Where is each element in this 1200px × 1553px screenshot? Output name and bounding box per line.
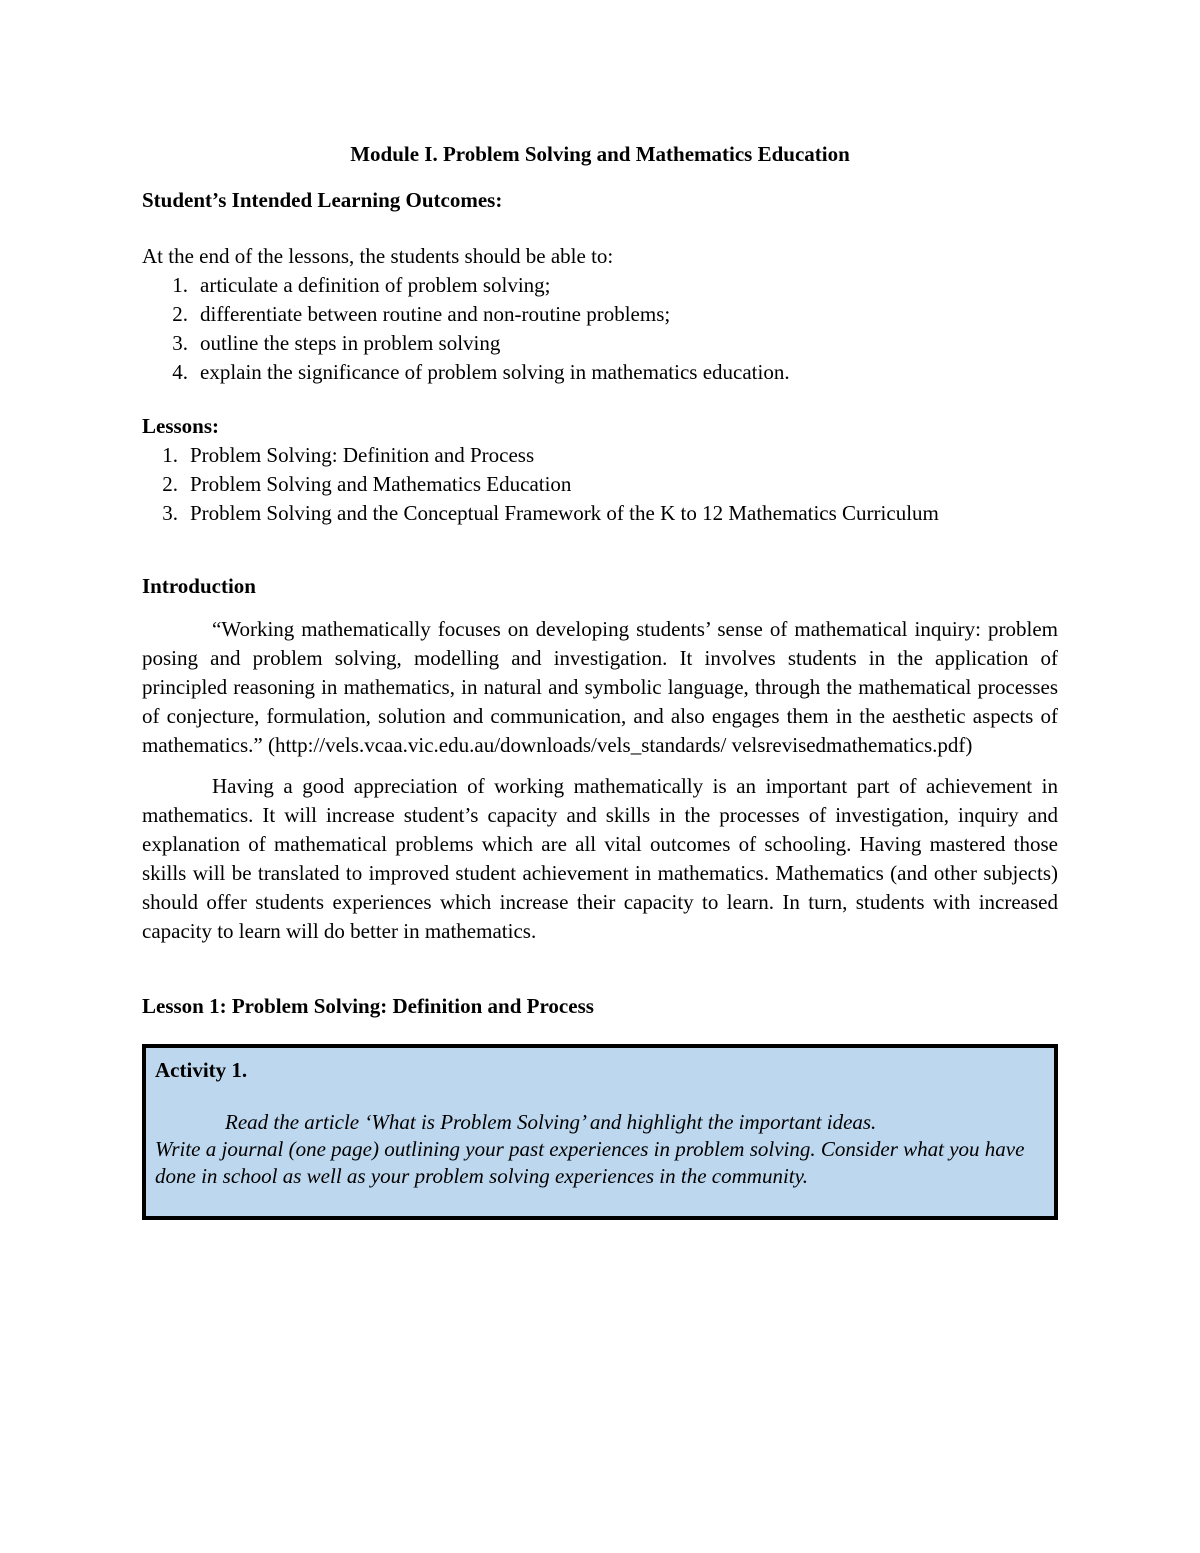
list-number: 1.: [172, 273, 188, 297]
list-number: 2.: [172, 302, 188, 326]
list-item: [142, 300, 1058, 329]
module-title: Module I. Problem Solving and Mathematics Education: [350, 142, 850, 166]
list-item: [142, 441, 1058, 470]
introduction-paragraph-quote: “Working mathematically focuses on developing students’ sense of mathematical inquiry: problem posing and problem solving, modelling and investigation. It involves students in the application of principled reasoning in mathematics, in natural and symbolic language, through the mathematical processes of conjecture, formulation, solution and communication, and also engages them in the aesthetic aspects of mathematics.” (http://vels.vcaa.vic.edu.au/downloads/vels_standards/ velsrevisedmathematics.pdf): [142, 617, 1058, 757]
list-number: 2.: [162, 472, 178, 496]
introduction-heading: Introduction: [142, 574, 256, 598]
list-item: [142, 358, 1058, 387]
list-number: 1.: [162, 443, 178, 467]
list-text: Problem Solving and the Conceptual Framework of the K to 12 Mathematics Curriculum: [190, 501, 939, 525]
lesson1-heading: Lesson 1: Problem Solving: Definition and Process: [142, 994, 594, 1018]
list-text: differentiate between routine and non-routine problems;: [200, 302, 671, 326]
list-text: articulate a definition of problem solving;: [200, 273, 551, 297]
activity-title: Activity 1.: [155, 1058, 248, 1082]
activity-instructions: [155, 1109, 1044, 1190]
list-number: 3.: [162, 501, 178, 525]
activity-line-1: Read the article ‘What is Problem Solving’ and highlight the important ideas.: [225, 1110, 877, 1134]
list-text: Problem Solving and Mathematics Education: [190, 472, 572, 496]
lessons-heading: Lessons:: [142, 414, 220, 438]
list-item: [142, 271, 1058, 300]
lessons-list: [142, 441, 1058, 528]
activity-box: [142, 1044, 1058, 1220]
list-text: explain the significance of problem solving in mathematics education.: [200, 360, 790, 384]
activity-line-2: Write a journal (one page) outlining your past experiences in problem solving. Consider what you have done in school as well as your problem solving experiences in the community.: [155, 1137, 1025, 1188]
outcomes-list: [142, 271, 1058, 387]
list-item: [142, 329, 1058, 358]
list-text: outline the steps in problem solving: [200, 331, 501, 355]
outcomes-intro: At the end of the lessons, the students should be able to:: [142, 244, 614, 268]
list-number: 3.: [172, 331, 188, 355]
outcomes-heading: Student’s Intended Learning Outcomes:: [142, 188, 503, 212]
list-number: 4.: [172, 360, 188, 384]
list-text: Problem Solving: Definition and Process: [190, 443, 535, 467]
list-item: [142, 499, 1058, 528]
document-page: [142, 140, 1058, 1220]
introduction-paragraph: Having a good appreciation of working mathematically is an important part of achievement in mathematics. It will increase student’s capacity and skills in the processes of investigation, inquiry and explanation of mathematical problems which are all vital outcomes of schooling. Having mastered those skills will be translated to improved student achievement in mathematics. Mathematics (and other subjects) should offer students experiences which increase their capacity to learn. In turn, students with increased capacity to learn will do better in mathematics.: [142, 774, 1058, 943]
list-item: [142, 470, 1058, 499]
